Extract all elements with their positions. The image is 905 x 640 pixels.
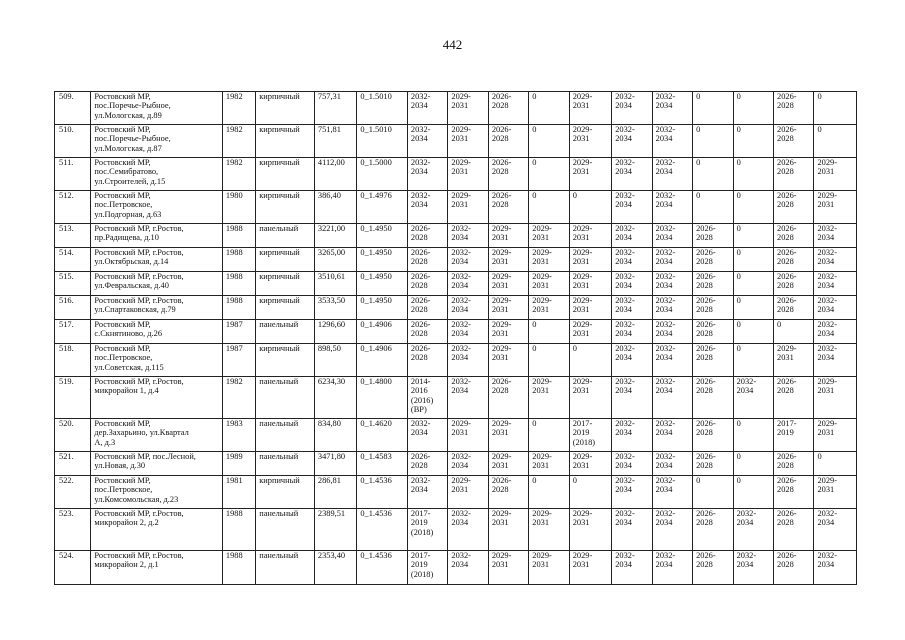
address-cell: Ростовский МР, пос.Поречье-Рыбное, ул.Мологская, д.87	[91, 125, 222, 158]
period-cell: 2026- 2028	[693, 551, 733, 585]
table-row	[55, 92, 857, 125]
period-cell: 2029- 2031	[569, 320, 611, 344]
page-number: 442	[442, 37, 463, 52]
address-cell: Ростовский МР, г.Ростов, микрорайон 2, д.2	[91, 509, 222, 551]
row-number: 522.	[55, 476, 91, 509]
address-cell: Ростовский МР, пос.Поречье-Рыбное, ул.Мологская, д.89	[91, 92, 222, 125]
area-cell: 4112,00	[314, 158, 356, 191]
period-cell: 0	[693, 125, 733, 158]
period-cell: 2032- 2034	[652, 377, 692, 419]
area-cell: 2389,51	[314, 509, 356, 551]
table-row	[55, 377, 857, 419]
material-cell: кирпичный	[256, 296, 315, 320]
period-cell: 0	[774, 320, 814, 344]
area-cell: 3265,00	[314, 248, 356, 272]
row-number: 517.	[55, 320, 91, 344]
index-cell: 0_1.4950	[357, 272, 408, 296]
period-cell: 2026- 2028	[693, 272, 733, 296]
row-number: 520.	[55, 419, 91, 452]
address-cell: Ростовский МР, пос.Петровское, ул.Подгорная, д.63	[91, 191, 222, 224]
table-row	[55, 191, 857, 224]
period-cell: 0	[569, 191, 611, 224]
table-row	[55, 158, 857, 191]
period-cell: 2014- 2016 (2016) (ВР)	[407, 377, 447, 419]
period-cell: 2032- 2034	[612, 296, 652, 320]
year-cell: 1983	[222, 419, 255, 452]
row-number: 509.	[55, 92, 91, 125]
period-cell: 2026- 2028	[488, 191, 528, 224]
year-cell: 1988	[222, 248, 255, 272]
index-cell: 0_1.4620	[357, 419, 408, 452]
row-number: 519.	[55, 377, 91, 419]
period-cell: 2029- 2031	[569, 272, 611, 296]
period-cell: 0	[693, 476, 733, 509]
year-cell: 1982	[222, 92, 255, 125]
period-cell: 0	[569, 476, 611, 509]
period-cell: 2029- 2031	[569, 158, 611, 191]
period-cell: 2029- 2031	[814, 377, 857, 419]
period-cell: 2029- 2031	[529, 452, 569, 476]
period-cell: 2032- 2034	[612, 224, 652, 248]
address-cell: Ростовский МР, г.Ростов, микрорайон 2, д.1	[91, 551, 222, 585]
period-cell: 2029- 2031	[488, 344, 528, 377]
address-cell: Ростовский МР, пос.Лесной, ул.Новая, д.30	[91, 452, 222, 476]
index-cell: 0_1.4906	[357, 344, 408, 377]
period-cell: 0	[733, 419, 773, 452]
period-cell: 2032- 2034	[652, 125, 692, 158]
period-cell: 2026- 2028	[488, 377, 528, 419]
period-cell: 2032- 2034	[448, 509, 488, 551]
period-cell: 2026- 2028	[693, 509, 733, 551]
year-cell: 1982	[222, 158, 255, 191]
period-cell: 2026- 2028	[407, 296, 447, 320]
material-cell: кирпичный	[256, 248, 315, 272]
index-cell: 0_1.4950	[357, 296, 408, 320]
period-cell: 2032- 2034	[448, 320, 488, 344]
period-cell: 2029- 2031	[529, 248, 569, 272]
period-cell: 2029- 2031	[488, 224, 528, 248]
period-cell: 2026- 2028	[488, 125, 528, 158]
period-cell: 2029- 2031	[529, 272, 569, 296]
period-cell: 2032- 2034	[814, 224, 857, 248]
material-cell: кирпичный	[256, 92, 315, 125]
period-cell: 2032- 2034	[407, 92, 447, 125]
index-cell: 0_1.4906	[357, 320, 408, 344]
table-row	[55, 248, 857, 272]
area-cell: 757,31	[314, 92, 356, 125]
period-cell: 2029- 2031	[814, 158, 857, 191]
period-cell: 0	[529, 158, 569, 191]
period-cell: 2032- 2034	[448, 296, 488, 320]
period-cell: 0	[733, 224, 773, 248]
address-cell: Ростовский МР, г.Ростов, ул.Февральская, д.40	[91, 272, 222, 296]
area-cell: 286,81	[314, 476, 356, 509]
row-number: 511.	[55, 158, 91, 191]
row-number: 524.	[55, 551, 91, 585]
address-cell: Ростовский МР, г.Ростов, пр.Радищева, д.10	[91, 224, 222, 248]
material-cell: панельный	[256, 224, 315, 248]
material-cell: панельный	[256, 452, 315, 476]
period-cell: 2026- 2028	[774, 296, 814, 320]
period-cell: 2032- 2034	[448, 224, 488, 248]
period-cell: 2032- 2034	[448, 452, 488, 476]
period-cell: 2032- 2034	[652, 452, 692, 476]
year-cell: 1987	[222, 344, 255, 377]
period-cell: 0	[529, 344, 569, 377]
index-cell: 0_1.4536	[357, 551, 408, 585]
period-cell: 2026- 2028	[693, 248, 733, 272]
area-cell: 1296,60	[314, 320, 356, 344]
period-cell: 2026- 2028	[774, 452, 814, 476]
period-cell: 0	[733, 272, 773, 296]
period-cell: 2029- 2031	[488, 419, 528, 452]
period-cell: 2032- 2034	[652, 191, 692, 224]
index-cell: 0_1.5000	[357, 158, 408, 191]
row-number: 512.	[55, 191, 91, 224]
period-cell: 2032- 2034	[612, 377, 652, 419]
period-cell: 2032- 2034	[652, 419, 692, 452]
period-cell: 2032- 2034	[612, 419, 652, 452]
period-cell: 2032- 2034	[612, 509, 652, 551]
row-number: 510.	[55, 125, 91, 158]
index-cell: 0_1.4583	[357, 452, 408, 476]
period-cell: 2032- 2034	[612, 125, 652, 158]
table-row	[55, 419, 857, 452]
period-cell: 2026- 2028	[774, 272, 814, 296]
year-cell: 1982	[222, 377, 255, 419]
period-cell: 2029- 2031	[448, 92, 488, 125]
material-cell: кирпичный	[256, 476, 315, 509]
period-cell: 2029- 2031	[488, 296, 528, 320]
period-cell: 2029- 2031	[529, 224, 569, 248]
period-cell: 2029- 2031	[569, 377, 611, 419]
row-number: 516.	[55, 296, 91, 320]
period-cell: 0	[733, 320, 773, 344]
period-cell: 2026- 2028	[774, 476, 814, 509]
period-cell: 2029- 2031	[814, 476, 857, 509]
row-number: 513.	[55, 224, 91, 248]
period-cell: 2032- 2034	[612, 248, 652, 272]
period-cell: 2029- 2031	[488, 272, 528, 296]
row-number: 515.	[55, 272, 91, 296]
period-cell: 2032- 2034	[814, 248, 857, 272]
period-cell: 2032- 2034	[652, 551, 692, 585]
period-cell: 2017- 2019 (2018)	[407, 509, 447, 551]
table-row	[55, 224, 857, 248]
table-row	[55, 296, 857, 320]
period-cell: 2032- 2034	[814, 344, 857, 377]
period-cell: 2032- 2034	[448, 377, 488, 419]
material-cell: кирпичный	[256, 272, 315, 296]
period-cell: 2029- 2031	[488, 551, 528, 585]
period-cell: 0	[814, 452, 857, 476]
housing-repair-table	[54, 91, 857, 585]
material-cell: панельный	[256, 509, 315, 551]
index-cell: 0_1.4950	[357, 224, 408, 248]
table-row	[55, 320, 857, 344]
period-cell: 2032- 2034	[652, 344, 692, 377]
year-cell: 1980	[222, 191, 255, 224]
address-cell: Ростовский МР, дер.Захарьино, ул.Квартал А, д.3	[91, 419, 222, 452]
material-cell: панельный	[256, 419, 315, 452]
period-cell: 2026- 2028	[693, 377, 733, 419]
period-cell: 2032- 2034	[814, 509, 857, 551]
year-cell: 1981	[222, 476, 255, 509]
period-cell: 2026- 2028	[407, 224, 447, 248]
index-cell: 0_1.5010	[357, 125, 408, 158]
period-cell: 2029- 2031	[488, 452, 528, 476]
index-cell: 0_1.4976	[357, 191, 408, 224]
period-cell: 2029- 2031	[569, 296, 611, 320]
table-row	[55, 272, 857, 296]
period-cell: 2029- 2031	[814, 419, 857, 452]
period-cell: 2032- 2034	[652, 272, 692, 296]
period-cell: 2029- 2031	[529, 551, 569, 585]
area-cell: 3510,61	[314, 272, 356, 296]
index-cell: 0_1.4536	[357, 476, 408, 509]
period-cell: 2032- 2034	[814, 296, 857, 320]
period-cell: 2029- 2031	[488, 509, 528, 551]
table-row	[55, 551, 857, 585]
year-cell: 1988	[222, 509, 255, 551]
year-cell: 1988	[222, 224, 255, 248]
year-cell: 1988	[222, 296, 255, 320]
area-cell: 6234,30	[314, 377, 356, 419]
period-cell: 2029- 2031	[774, 344, 814, 377]
row-number: 518.	[55, 344, 91, 377]
period-cell: 2032- 2034	[448, 272, 488, 296]
year-cell: 1989	[222, 452, 255, 476]
period-cell: 0	[693, 158, 733, 191]
area-cell: 751,81	[314, 125, 356, 158]
period-cell: 2029- 2031	[448, 419, 488, 452]
period-cell: 2026- 2028	[407, 452, 447, 476]
period-cell: 2032- 2034	[407, 191, 447, 224]
period-cell: 2029- 2031	[529, 509, 569, 551]
period-cell: 2032- 2034	[652, 248, 692, 272]
period-cell: 0	[733, 191, 773, 224]
period-cell: 2032- 2034	[733, 509, 773, 551]
address-cell: Ростовский МР, с.Скнятиново, д.26	[91, 320, 222, 344]
material-cell: панельный	[256, 320, 315, 344]
period-cell: 2032- 2034	[612, 272, 652, 296]
period-cell: 2026- 2028	[407, 320, 447, 344]
period-cell: 2032- 2034	[612, 158, 652, 191]
period-cell: 2026- 2028	[693, 224, 733, 248]
period-cell: 0	[529, 92, 569, 125]
address-cell: Ростовский МР, пос.Петровское, ул.Комсомольская, д.23	[91, 476, 222, 509]
period-cell: 2032- 2034	[612, 344, 652, 377]
area-cell: 3471,80	[314, 452, 356, 476]
material-cell: панельный	[256, 551, 315, 585]
period-cell: 2032- 2034	[652, 158, 692, 191]
year-cell: 1988	[222, 551, 255, 585]
area-cell: 3221,00	[314, 224, 356, 248]
period-cell: 2026- 2028	[774, 224, 814, 248]
year-cell: 1987	[222, 320, 255, 344]
period-cell: 0	[693, 92, 733, 125]
period-cell: 2032- 2034	[814, 551, 857, 585]
address-cell: Ростовский МР, г.Ростов, ул.Октябрьская, д.14	[91, 248, 222, 272]
table-row	[55, 476, 857, 509]
period-cell: 2032- 2034	[612, 320, 652, 344]
row-number: 521.	[55, 452, 91, 476]
address-cell: Ростовский МР, пос.Петровское, ул.Советская, д.115	[91, 344, 222, 377]
period-cell: 0	[733, 125, 773, 158]
period-cell: 2029- 2031	[569, 224, 611, 248]
year-cell: 1988	[222, 272, 255, 296]
period-cell: 2032- 2034	[612, 92, 652, 125]
table-row	[55, 452, 857, 476]
area-cell: 2353,40	[314, 551, 356, 585]
period-cell: 2029- 2031	[448, 125, 488, 158]
period-cell: 2032- 2034	[407, 125, 447, 158]
period-cell: 0	[693, 191, 733, 224]
period-cell: 2029- 2031	[569, 92, 611, 125]
row-number: 514.	[55, 248, 91, 272]
period-cell: 2032- 2034	[814, 272, 857, 296]
period-cell: 2026- 2028	[774, 377, 814, 419]
material-cell: кирпичный	[256, 158, 315, 191]
address-cell: Ростовский МР, г.Ростов, микрорайон 1, д.4	[91, 377, 222, 419]
period-cell: 2029- 2031	[529, 377, 569, 419]
period-cell: 2029- 2031	[569, 509, 611, 551]
period-cell: 2032- 2034	[652, 320, 692, 344]
period-cell: 0	[569, 344, 611, 377]
area-cell: 3533,50	[314, 296, 356, 320]
period-cell: 2029- 2031	[448, 476, 488, 509]
index-cell: 0_1.4536	[357, 509, 408, 551]
period-cell: 2032- 2034	[612, 551, 652, 585]
period-cell: 0	[814, 92, 857, 125]
period-cell: 2026- 2028	[774, 92, 814, 125]
material-cell: кирпичный	[256, 125, 315, 158]
period-cell: 2032- 2034	[407, 158, 447, 191]
period-cell: 0	[529, 419, 569, 452]
period-cell: 2017- 2019	[774, 419, 814, 452]
index-cell: 0_1.4950	[357, 248, 408, 272]
address-cell: Ростовский МР, пос.Семибратово, ул.Строителей, д.15	[91, 158, 222, 191]
period-cell: 0	[733, 452, 773, 476]
period-cell: 2029- 2031	[569, 551, 611, 585]
row-number: 523.	[55, 509, 91, 551]
period-cell: 2032- 2034	[448, 344, 488, 377]
period-cell: 2032- 2034	[814, 320, 857, 344]
material-cell: кирпичный	[256, 344, 315, 377]
period-cell: 2029- 2031	[529, 296, 569, 320]
period-cell: 2032- 2034	[733, 377, 773, 419]
period-cell: 2032- 2034	[612, 476, 652, 509]
period-cell: 2017- 2019 (2018)	[569, 419, 611, 452]
table-row	[55, 509, 857, 551]
material-cell: кирпичный	[256, 191, 315, 224]
table-body	[55, 92, 857, 585]
period-cell: 2026- 2028	[774, 158, 814, 191]
period-cell: 2026- 2028	[774, 509, 814, 551]
period-cell: 0	[529, 320, 569, 344]
period-cell: 2026- 2028	[488, 158, 528, 191]
area-cell: 834,80	[314, 419, 356, 452]
address-cell: Ростовский МР, г.Ростов, ул.Спартаковская, д.79	[91, 296, 222, 320]
period-cell: 2026- 2028	[693, 296, 733, 320]
period-cell: 0	[529, 476, 569, 509]
period-cell: 2029- 2031	[569, 248, 611, 272]
period-cell: 2029- 2031	[488, 320, 528, 344]
period-cell: 0	[529, 125, 569, 158]
period-cell: 2026- 2028	[407, 272, 447, 296]
year-cell: 1982	[222, 125, 255, 158]
table-row	[55, 344, 857, 377]
period-cell: 2026- 2028	[774, 248, 814, 272]
period-cell: 2026- 2028	[693, 452, 733, 476]
period-cell: 2032- 2034	[448, 551, 488, 585]
table-row	[55, 125, 857, 158]
period-cell: 2026- 2028	[488, 92, 528, 125]
period-cell: 2026- 2028	[774, 191, 814, 224]
period-cell: 0	[733, 344, 773, 377]
area-cell: 386,40	[314, 191, 356, 224]
period-cell: 2029- 2031	[569, 452, 611, 476]
period-cell: 2029- 2031	[448, 158, 488, 191]
period-cell: 0	[733, 248, 773, 272]
period-cell: 2026- 2028	[693, 320, 733, 344]
period-cell: 0	[733, 296, 773, 320]
period-cell: 2029- 2031	[488, 248, 528, 272]
period-cell: 0	[733, 476, 773, 509]
area-cell: 898,50	[314, 344, 356, 377]
period-cell: 0	[733, 92, 773, 125]
period-cell: 2032- 2034	[407, 476, 447, 509]
period-cell: 2032- 2034	[652, 509, 692, 551]
period-cell: 0	[733, 158, 773, 191]
period-cell: 2026- 2028	[488, 476, 528, 509]
period-cell: 2032- 2034	[612, 191, 652, 224]
period-cell: 2032- 2034	[407, 419, 447, 452]
period-cell: 2026- 2028	[407, 344, 447, 377]
index-cell: 0_1.4800	[357, 377, 408, 419]
period-cell: 2026- 2028	[774, 551, 814, 585]
period-cell: 2026- 2028	[407, 248, 447, 272]
period-cell: 0	[814, 125, 857, 158]
period-cell: 2032- 2034	[448, 248, 488, 272]
period-cell: 2032- 2034	[652, 476, 692, 509]
period-cell: 2032- 2034	[612, 452, 652, 476]
material-cell: панельный	[256, 377, 315, 419]
period-cell: 2026- 2028	[774, 125, 814, 158]
period-cell: 2029- 2031	[814, 191, 857, 224]
period-cell: 2032- 2034	[652, 296, 692, 320]
period-cell: 2032- 2034	[733, 551, 773, 585]
period-cell: 2026- 2028	[693, 344, 733, 377]
period-cell: 2032- 2034	[652, 92, 692, 125]
period-cell: 2032- 2034	[652, 224, 692, 248]
period-cell: 2029- 2031	[448, 191, 488, 224]
period-cell: 0	[529, 191, 569, 224]
period-cell: 2026- 2028	[693, 419, 733, 452]
period-cell: 2017- 2019 (2018)	[407, 551, 447, 585]
period-cell: 2029- 2031	[569, 125, 611, 158]
index-cell: 0_1.5010	[357, 92, 408, 125]
